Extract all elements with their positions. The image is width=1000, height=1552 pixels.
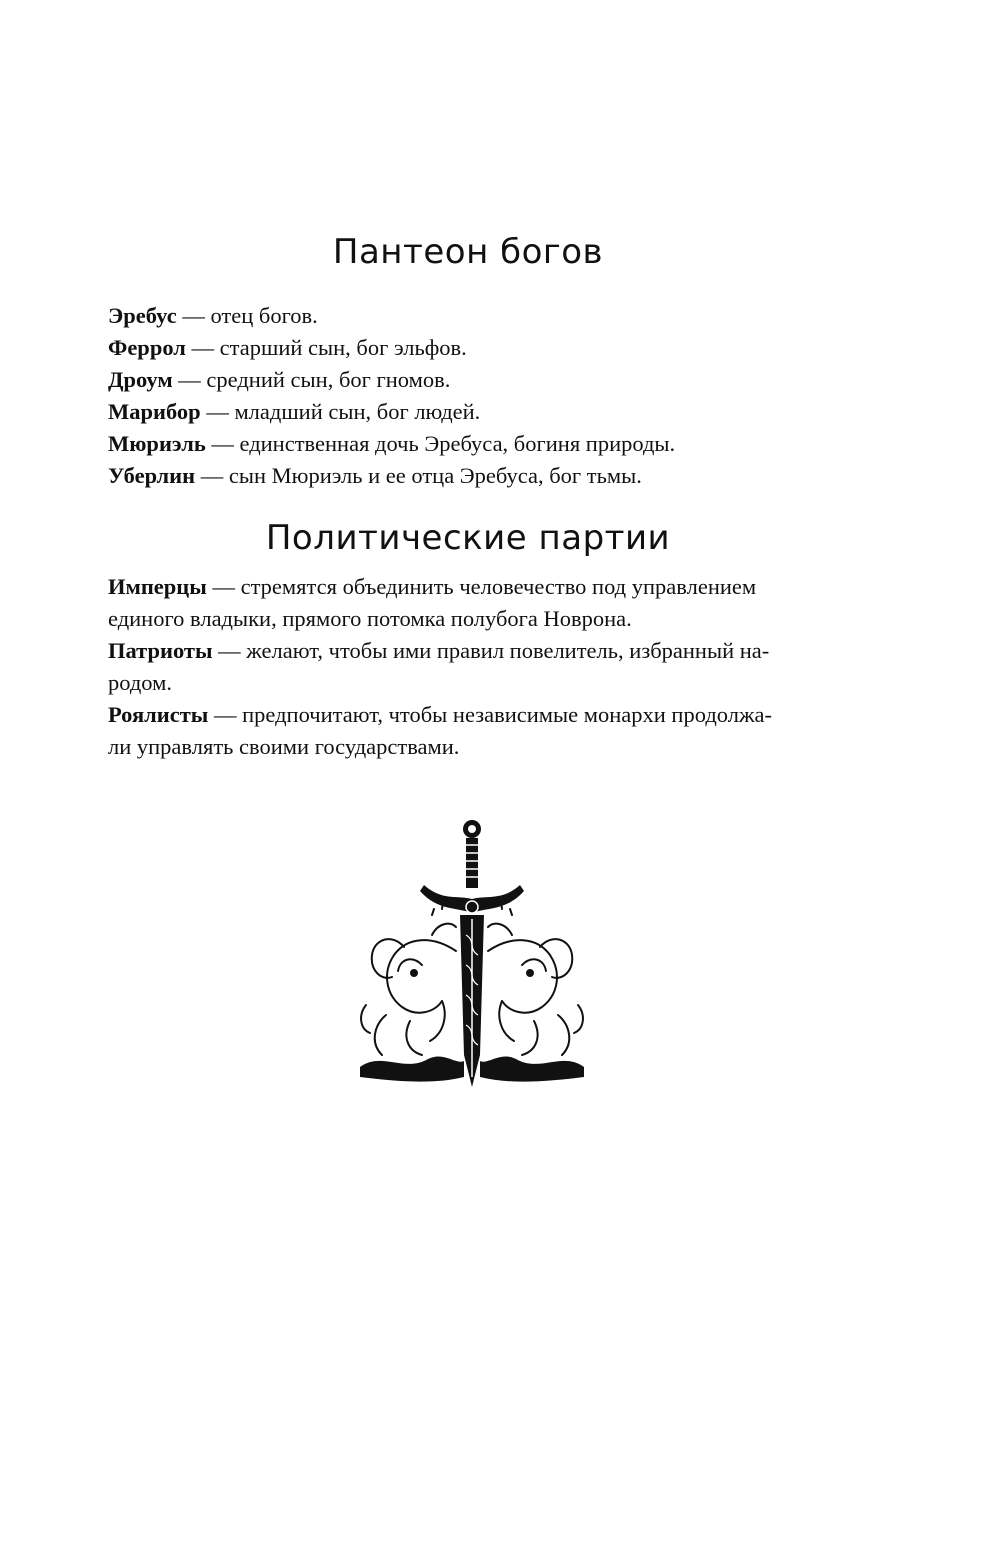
god-description: — сын Мюриэль и ее отца Эребуса, бог тьмы. xyxy=(195,463,642,488)
parties-heading: Политические партии xyxy=(265,518,671,558)
list-item xyxy=(108,635,808,699)
party-line-2: родом. xyxy=(108,670,172,695)
god-name: Дроум xyxy=(108,367,173,392)
list-item xyxy=(108,364,808,396)
list-item xyxy=(108,699,808,763)
god-description: — младший сын, бог людей. xyxy=(200,399,481,424)
god-name: Мюриэль xyxy=(108,431,206,456)
parties-list xyxy=(108,571,808,763)
list-item xyxy=(108,571,808,635)
party-description: — предпочитают, чтобы независимые монархи продолжа- xyxy=(208,702,772,727)
god-description: — отец богов. xyxy=(176,303,318,328)
party-line-2: ли управлять своими государствами. xyxy=(108,734,460,759)
sword-with-dolphins-emblem-icon xyxy=(352,815,592,1095)
god-name: Уберлин xyxy=(108,463,196,488)
list-item xyxy=(108,332,808,364)
god-name: Феррол xyxy=(108,335,186,360)
party-name: Имперцы xyxy=(108,574,207,599)
pantheon-list xyxy=(108,300,808,492)
god-name: Эребус xyxy=(108,303,177,328)
god-description: — средний сын, бог гномов. xyxy=(172,367,451,392)
party-line-1 xyxy=(108,699,808,731)
list-item xyxy=(108,428,808,460)
party-name: Роялисты xyxy=(108,702,209,727)
pantheon-heading: Пантеон богов xyxy=(332,232,604,272)
list-item xyxy=(108,460,808,492)
list-item xyxy=(108,396,808,428)
party-name: Патриоты xyxy=(108,638,213,663)
list-item xyxy=(108,300,808,332)
god-description: — старший сын, бог эльфов. xyxy=(185,335,467,360)
party-line-2: единого владыки, прямого потомка полубога Новрона. xyxy=(108,606,632,631)
god-name: Марибор xyxy=(108,399,201,424)
god-description: — единственная дочь Эребуса, богиня природы. xyxy=(205,431,676,456)
party-line-1 xyxy=(108,571,808,603)
party-description: — стремятся объединить человечество под управлением xyxy=(206,574,757,599)
party-line-1 xyxy=(108,635,808,667)
party-description: — желают, чтобы ими правил повелитель, избранный на- xyxy=(212,638,770,663)
